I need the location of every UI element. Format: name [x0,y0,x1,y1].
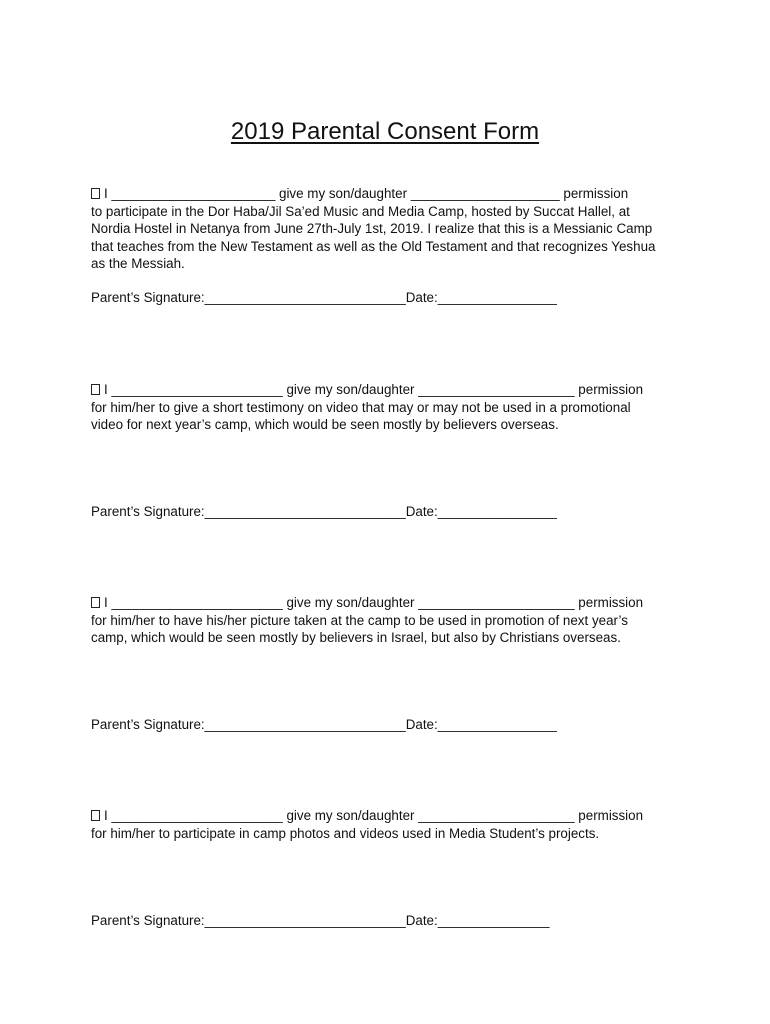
consent-line-first [91,185,691,203]
consent-text: I _______________________ give my son/daughter _____________________ permission [104,808,644,823]
parent-signature-line[interactable]: Parent’s Signature:___________________________Date:________________ [91,717,557,732]
consent-line-first [91,807,691,825]
consent-text-line: camp, which would be seen mostly by believers in Israel, but also by Christians overseas. [91,630,621,645]
consent-text: I _______________________ give my son/daughter _____________________ permission [104,595,644,610]
consent-line-first [91,594,691,612]
consent-section-music-camp [91,185,691,273]
consent-section-media-projects [91,807,691,842]
consent-text-line: for him/her to participate in camp photos and videos used in Media Student’s projects. [91,825,600,841]
consent-checkbox[interactable] [91,810,100,821]
consent-text-line: video for next year’s camp, which would be seen mostly by believers overseas. [91,417,559,432]
consent-text-line: that teaches from the New Testament as well as the Old Testament and that recognizes Yeshua [91,238,656,254]
consent-text-line: to participate in the Dor Haba/Jil Sa’ed Music and Media Camp, hosted by Succat Hallel, at [91,203,630,219]
parent-signature-line[interactable]: Parent’s Signature:___________________________Date:________________ [91,290,557,305]
consent-line-first [91,381,691,399]
consent-text-line: Nordia Hostel in Netanya from June 27th-July 1st, 2019. I realize that this is a Messianic Camp [91,221,653,236]
consent-checkbox[interactable] [91,597,100,608]
consent-text-line: for him/her to give a short testimony on video that may or may not be used in a promotional [91,399,631,415]
consent-text: I ______________________ give my son/daughter ____________________ permission [104,186,629,201]
consent-checkbox[interactable] [91,384,100,395]
parent-signature-line[interactable]: Parent’s Signature:___________________________Date:_______________ [91,913,550,928]
consent-text: I _______________________ give my son/daughter _____________________ permission [104,382,644,397]
consent-section-picture [91,594,691,647]
consent-section-testimony-video [91,381,691,434]
form-title: 2019 Parental Consent Form [230,118,540,145]
consent-checkbox[interactable] [91,188,100,199]
consent-text-line: for him/her to have his/her picture taken at the camp to be used in promotion of next year’s [91,612,628,628]
consent-text-line: as the Messiah. [91,256,185,271]
parent-signature-line[interactable]: Parent’s Signature:___________________________Date:________________ [91,504,557,519]
